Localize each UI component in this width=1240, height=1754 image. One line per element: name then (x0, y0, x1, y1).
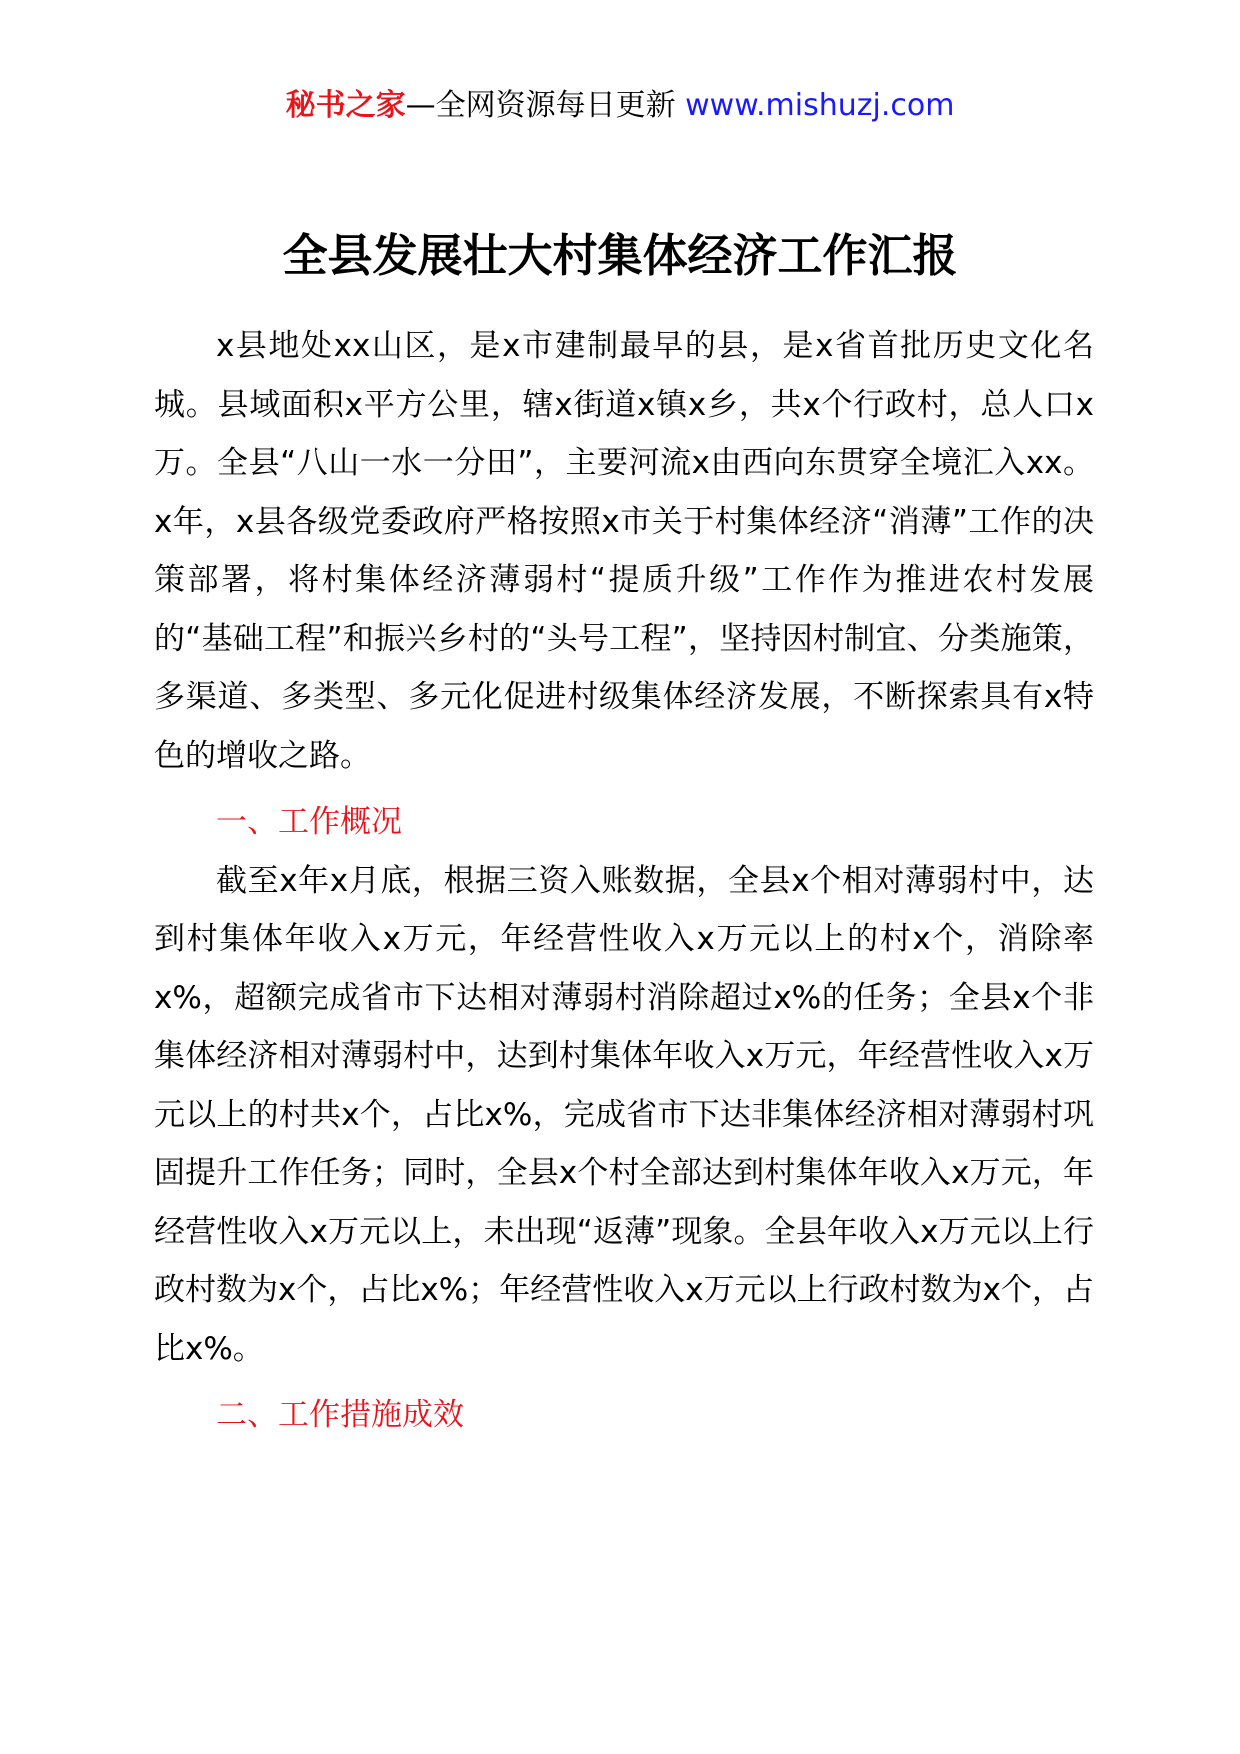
section-heading-overview: 一、工作概况 (216, 804, 402, 840)
document-title: 全县发展壮大村集体经济工作汇报 (282, 229, 958, 282)
site-tagline: —全网资源每日更新 (405, 88, 686, 123)
site-url-link[interactable]: www.mishuzj.com (685, 88, 955, 123)
overview-paragraph: 截至x年x月底，根据三资入账数据，全县x个相对薄弱村中，达到村集体年收入x万元，年经营性收入x万元以上的村x个，消除率x%，超额完成省市下达相对薄弱村消除超过x%的任务；全县x个非集体经济相对薄弱村中，达到村集体年收入x万元，年经营性收入x万元以上的村共x个，占比x%，完成省市下达非集体经济相对薄弱村巩固提升工作任务；同时，全县x个村全部达到村集体年收入x万元，年经营性收入x万元以上，未出现“返薄”现象。全县年收入x万元以上行政村数为x个，占比x%；年经营性收入x万元以上行政村数为x个，占比x%。 (154, 862, 1094, 1367)
intro-paragraph: x县地处xx山区，是x市建制最早的县，是x省首批历史文化名城。县域面积x平方公里，辖x街道x镇x乡，共x个行政村，总人口x万。全县“八山一水一分田”，主要河流x由西向东贯穿全境汇入xx。x年，x县各级党委政府严格按照x市关于村集体经济“消薄”工作的决策部署，将村集体经济薄弱村“提质升级”工作作为推进农村发展的“基础工程”和振兴乡村的“头号工程”，坚持因村制宜、分类施策，多渠道、多类型、多元化促进村级集体经济发展，不断探索具有x特色的增收之路。 (154, 328, 1094, 774)
section-heading-measures: 二、工作措施成效 (216, 1397, 464, 1433)
site-header (0, 86, 1240, 126)
site-brand: 秘书之家 (285, 88, 406, 123)
document-body (154, 317, 1094, 1445)
